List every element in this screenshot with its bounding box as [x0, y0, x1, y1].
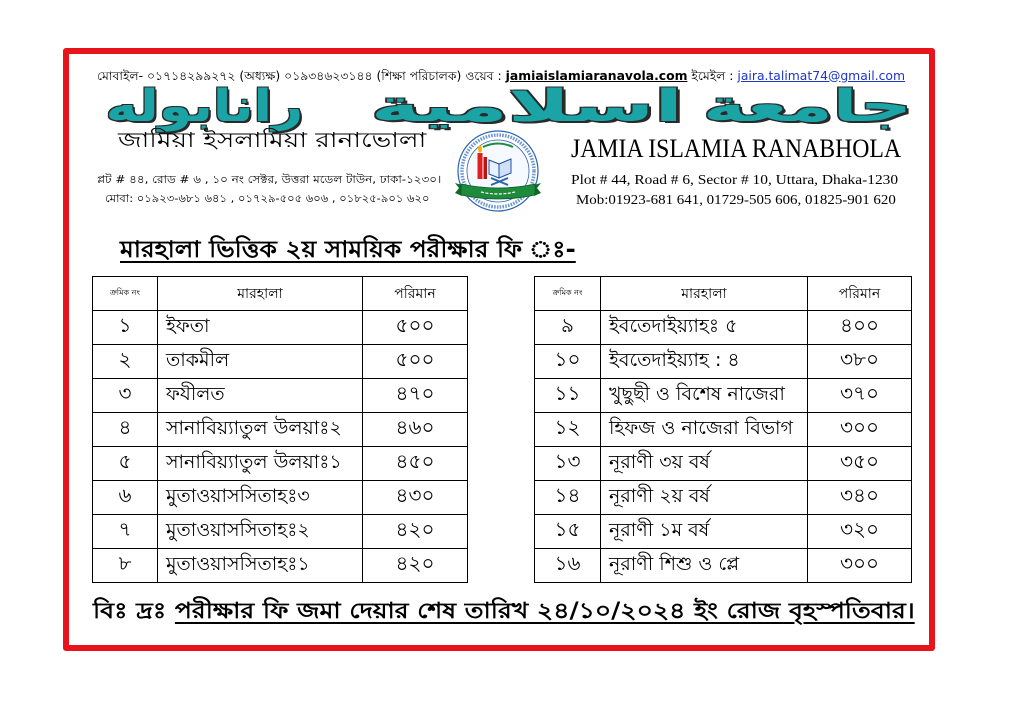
fee-row — [535, 515, 912, 549]
fee-amount-text: ৪২০ — [395, 517, 435, 541]
arabic-title-word-2-text: اسلامية — [370, 80, 683, 132]
class-column-header — [601, 277, 808, 311]
fee-amount-cell — [363, 345, 468, 379]
serial-text: ১৫ — [554, 517, 581, 541]
fee-amount-cell-box — [808, 345, 911, 378]
fee-table-right-body — [535, 311, 912, 583]
fee-amount-text: ৪৩০ — [395, 483, 435, 507]
mobile-label: মোবাইল- — [97, 68, 144, 83]
english-institution-name-text: JAMIA ISLAMIA RANABHOLA — [571, 134, 902, 163]
bengali-mobile-numbers-text: মোবা: ০১৯২৩-৬৮১ ৬৪১ , ০১৭২৯-৫০৫ ৬০৬ , ০১৮২৫-৯০১ ৬২০ — [105, 192, 430, 205]
serial-text: ৭ — [118, 517, 132, 541]
table-header-row — [93, 277, 468, 311]
fee-row — [535, 345, 912, 379]
class-name-cell — [158, 311, 363, 345]
fee-row — [535, 311, 912, 345]
class-name-cell-box — [158, 481, 362, 514]
arabic-title-word-1-text: جامعة — [702, 80, 913, 132]
serial-text: ১ — [118, 313, 132, 337]
email-label: ইমেইল : — [691, 68, 734, 83]
class-name-cell-box — [158, 447, 362, 480]
class-column-header-box — [601, 277, 807, 310]
serial-cell-box — [535, 549, 600, 582]
fee-row — [535, 379, 912, 413]
fee-amount-text: ৩০০ — [839, 415, 879, 439]
class-name-cell-box — [158, 413, 362, 446]
class-name-cell-box — [601, 311, 807, 344]
fee-amount-cell-box — [363, 311, 467, 344]
fee-amount-cell — [808, 311, 912, 345]
fee-amount-text: ৩০০ — [839, 551, 879, 575]
serial-text: ৪ — [118, 415, 132, 439]
serial-cell-box — [93, 345, 157, 378]
serial-cell — [93, 413, 158, 447]
fee-column-header — [808, 277, 912, 311]
serial-cell — [535, 379, 601, 413]
class-name-cell — [158, 379, 363, 413]
serial-column-header-box — [535, 277, 600, 310]
class-name-cell — [601, 481, 808, 515]
class-name-text: মুতাওয়াসসিতাহঃ১ — [166, 552, 310, 575]
fee-row — [93, 481, 468, 515]
serial-cell-box — [93, 481, 157, 514]
serial-text: ৫ — [118, 449, 132, 473]
fee-amount-cell-box — [363, 379, 467, 412]
class-name-text: হিফজ ও নাজেরা বিভাগ — [609, 416, 793, 439]
fee-amount-text: ৩৫০ — [840, 449, 879, 473]
serial-column-header-box — [93, 277, 157, 310]
fee-amount-text: ৪০০ — [840, 313, 879, 337]
fee-amount-text: ৩২০ — [839, 517, 879, 541]
fee-row — [93, 549, 468, 583]
fee-row — [535, 481, 912, 515]
fee-amount-cell — [808, 379, 912, 413]
english-address — [571, 171, 898, 190]
serial-column-header-text: ক্রমিক নং — [110, 288, 140, 297]
fee-amount-cell — [363, 515, 468, 549]
fee-amount-cell-box — [808, 515, 911, 548]
serial-text: ৩ — [118, 381, 132, 405]
fee-amount-cell-box — [363, 481, 467, 514]
class-name-text: সানাবিয়্যাতুল উলয়াঃ১ — [166, 450, 342, 473]
fee-column-header-box — [363, 277, 467, 310]
class-name-cell — [601, 345, 808, 379]
class-name-text: নূরাণী শিশু ও প্লে — [609, 552, 740, 575]
serial-column-header — [93, 277, 158, 311]
fee-row — [93, 515, 468, 549]
serial-text: ১০ — [554, 347, 581, 371]
footnote-deadline: পরীক্ষার ফি জমা দেয়ার শেষ তারিখ ২৪/১০/২০২৪ ইং রোজ বৃহস্পতিবার। — [174, 598, 915, 624]
fee-amount-cell-box — [363, 515, 467, 548]
serial-cell — [93, 515, 158, 549]
fee-amount-cell — [363, 447, 468, 481]
fee-heading — [120, 233, 576, 267]
serial-cell-box — [535, 345, 600, 378]
fee-amount-cell — [808, 345, 912, 379]
serial-column-header — [535, 277, 601, 311]
bengali-address-text: প্লট # ৪৪, রোড # ৬ , ১০ নং সেক্টর, উত্তরা মডেল টাউন, ঢাকা-১২৩০। — [97, 173, 442, 186]
email-link[interactable]: jaira.talimat74@gmail.com — [737, 68, 906, 83]
serial-text: ৬ — [118, 483, 132, 507]
footnote-label: বিঃ দ্রঃ — [93, 598, 167, 624]
fee-table-left-body — [93, 311, 468, 583]
serial-cell-box — [93, 413, 157, 446]
fee-table-left — [92, 276, 468, 583]
fee-amount-cell — [808, 515, 912, 549]
class-name-text: ইবতেদাইয়্যাহ : ৪ — [609, 348, 740, 371]
fee-column-header-box — [808, 277, 911, 310]
serial-text: ১৩ — [554, 449, 581, 473]
class-name-cell — [601, 549, 808, 583]
fee-amount-cell — [363, 481, 468, 515]
fee-row — [93, 379, 468, 413]
serial-cell-box — [535, 481, 600, 514]
class-name-cell — [158, 345, 363, 379]
class-name-cell-box — [601, 447, 807, 480]
fee-amount-cell-box — [808, 481, 911, 514]
serial-column-header-text: ক্রমিক নং — [552, 288, 583, 297]
fee-amount-text: ৫০০ — [395, 347, 435, 371]
english-mobile-numbers — [576, 191, 896, 210]
class-name-text: নূরাণী ৩য় বর্ষ — [609, 450, 710, 473]
fee-row — [535, 549, 912, 583]
class-name-text: সানাবিয়্যাতুল উলয়াঃ২ — [166, 416, 342, 439]
class-name-text: খুছুছী ও বিশেষ নাজেরা — [609, 382, 785, 405]
bengali-mobile-numbers — [105, 191, 429, 208]
serial-cell — [535, 311, 601, 345]
fee-amount-cell-box — [363, 549, 467, 582]
serial-cell-box — [93, 515, 157, 548]
class-name-cell-box — [601, 379, 807, 412]
class-name-cell — [601, 413, 808, 447]
class-name-cell — [601, 447, 808, 481]
website-link[interactable]: jamiaislamiaranavola.com — [505, 68, 688, 83]
footnote-text — [93, 594, 915, 631]
fee-amount-cell-box — [808, 413, 911, 446]
class-name-cell-box — [601, 515, 807, 548]
web-label: ওয়েব : — [465, 68, 502, 83]
serial-cell-box — [535, 311, 600, 344]
serial-cell — [535, 549, 601, 583]
class-name-cell-box — [601, 481, 807, 514]
fee-row — [93, 311, 468, 345]
serial-cell — [93, 311, 158, 345]
class-name-text: ইবতেদাইয়্যাহঃ ৫ — [609, 314, 738, 337]
fee-amount-cell — [363, 311, 468, 345]
serial-cell-box — [535, 447, 600, 480]
fee-row — [535, 447, 912, 481]
class-name-cell — [158, 447, 363, 481]
arabic-title-word-3-text: رانابوله — [105, 80, 303, 132]
class-name-cell-box — [158, 311, 362, 344]
class-name-cell — [601, 515, 808, 549]
institution-logo — [453, 127, 543, 215]
fee-heading-text: মারহালা ভিত্তিক ২য় সাময়িক পরীক্ষার ফি ঃ- — [120, 236, 576, 263]
fee-column-header-text: পরিমান — [838, 285, 881, 302]
class-name-cell — [601, 379, 808, 413]
class-name-cell-box — [601, 549, 807, 582]
serial-cell — [535, 515, 601, 549]
bengali-institution-name-text: জামিয়া ইসলামিয়া রানাভোলা — [118, 127, 427, 152]
fee-amount-cell-box — [363, 413, 467, 446]
serial-cell — [93, 481, 158, 515]
fee-amount-cell-box — [808, 447, 911, 480]
class-name-cell-box — [601, 345, 807, 378]
serial-cell-box — [535, 379, 600, 412]
principal-role: (অধ্যক্ষ) — [239, 68, 281, 83]
serial-text: ৮ — [118, 551, 132, 575]
fee-amount-cell — [808, 549, 912, 583]
class-column-header-text: মারহালা — [681, 285, 727, 302]
director-phone: ০১৯৩৪৬২৩১৪৪ — [284, 68, 373, 83]
serial-cell — [93, 379, 158, 413]
class-name-cell — [158, 549, 363, 583]
serial-cell — [535, 345, 601, 379]
class-name-text: নূরাণী ২য় বর্ষ — [609, 484, 710, 507]
serial-cell — [535, 413, 601, 447]
english-address-text: Plot # 44, Road # 6, Sector # 10, Uttara, Dhaka-1230 — [571, 172, 899, 188]
class-name-cell-box — [158, 345, 362, 378]
class-name-cell — [158, 481, 363, 515]
class-name-cell-box — [158, 549, 362, 582]
bengali-address — [97, 172, 441, 189]
serial-text: ১৬ — [554, 551, 581, 575]
class-name-text: মুতাওয়াসসিতাহঃ৩ — [166, 484, 310, 507]
fee-amount-cell-box — [363, 447, 467, 480]
class-column-header-box — [158, 277, 362, 310]
class-column-header-text: মারহালা — [237, 285, 283, 302]
fee-row — [93, 447, 468, 481]
fee-amount-cell — [363, 413, 468, 447]
fee-amount-text: ৫০০ — [395, 313, 435, 337]
fee-row — [93, 345, 468, 379]
serial-cell — [535, 481, 601, 515]
fee-amount-text: ৪২০ — [395, 551, 435, 575]
fee-amount-cell — [363, 549, 468, 583]
english-mobile-numbers-text: Mob:01923-681 641, 01729-505 606, 01825-901 620 — [576, 192, 896, 208]
serial-text: ১৪ — [554, 483, 581, 507]
fee-amount-text: ৪৫০ — [395, 449, 435, 473]
fee-amount-text: ৩৭০ — [839, 381, 879, 405]
arabic-title-word-1 — [703, 82, 912, 130]
class-name-cell-box — [158, 515, 362, 548]
serial-text: ৯ — [561, 313, 574, 337]
principal-phone: ০১৭১৪২৯৯২৭২ — [147, 68, 236, 83]
serial-cell-box — [93, 311, 157, 344]
class-name-text: ফযীলত — [166, 382, 225, 405]
serial-text: ১১ — [554, 381, 581, 405]
fee-amount-text: ৪৬০ — [395, 415, 435, 439]
fee-table-right — [534, 276, 912, 583]
bengali-institution-name — [118, 127, 426, 155]
fee-amount-cell-box — [808, 311, 911, 344]
serial-cell-box — [93, 447, 157, 480]
serial-text: ২ — [118, 347, 132, 371]
class-name-cell — [158, 515, 363, 549]
class-name-text: নূরাণী ১ম বর্ষ — [609, 518, 710, 541]
english-institution-name — [571, 134, 901, 164]
fee-row — [93, 413, 468, 447]
class-column-header — [158, 277, 363, 311]
class-name-text: মুতাওয়াসসিতাহঃ২ — [166, 518, 310, 541]
footnote — [93, 594, 915, 630]
fee-amount-cell-box — [808, 549, 911, 582]
class-name-cell — [158, 413, 363, 447]
serial-cell-box — [93, 549, 157, 582]
fee-row — [535, 413, 912, 447]
fee-amount-cell — [808, 413, 912, 447]
class-name-cell — [601, 311, 808, 345]
serial-text: ১২ — [554, 415, 581, 439]
fee-column-header — [363, 277, 468, 311]
fee-amount-cell-box — [363, 345, 467, 378]
serial-cell — [535, 447, 601, 481]
class-name-text: তাকমীল — [166, 348, 230, 371]
fee-amount-text: ৩৮০ — [840, 347, 879, 371]
fee-amount-cell-box — [808, 379, 911, 412]
serial-cell — [93, 345, 158, 379]
fee-column-header-text: পরিমান — [394, 285, 436, 302]
class-name-cell-box — [601, 413, 807, 446]
fee-amount-cell — [808, 447, 912, 481]
fee-amount-text: ৩৪০ — [840, 483, 879, 507]
class-name-cell-box — [158, 379, 362, 412]
serial-cell — [93, 447, 158, 481]
fee-amount-cell — [363, 379, 468, 413]
serial-cell-box — [535, 413, 600, 446]
serial-cell — [93, 549, 158, 583]
fee-amount-text: ৪৭০ — [395, 381, 435, 405]
serial-cell-box — [535, 515, 600, 548]
director-role: (শিক্ষা পরিচালক) — [376, 68, 462, 83]
class-name-text: ইফতা — [166, 314, 210, 337]
fee-amount-cell — [808, 481, 912, 515]
serial-cell-box — [93, 379, 157, 412]
table-header-row — [535, 277, 912, 311]
